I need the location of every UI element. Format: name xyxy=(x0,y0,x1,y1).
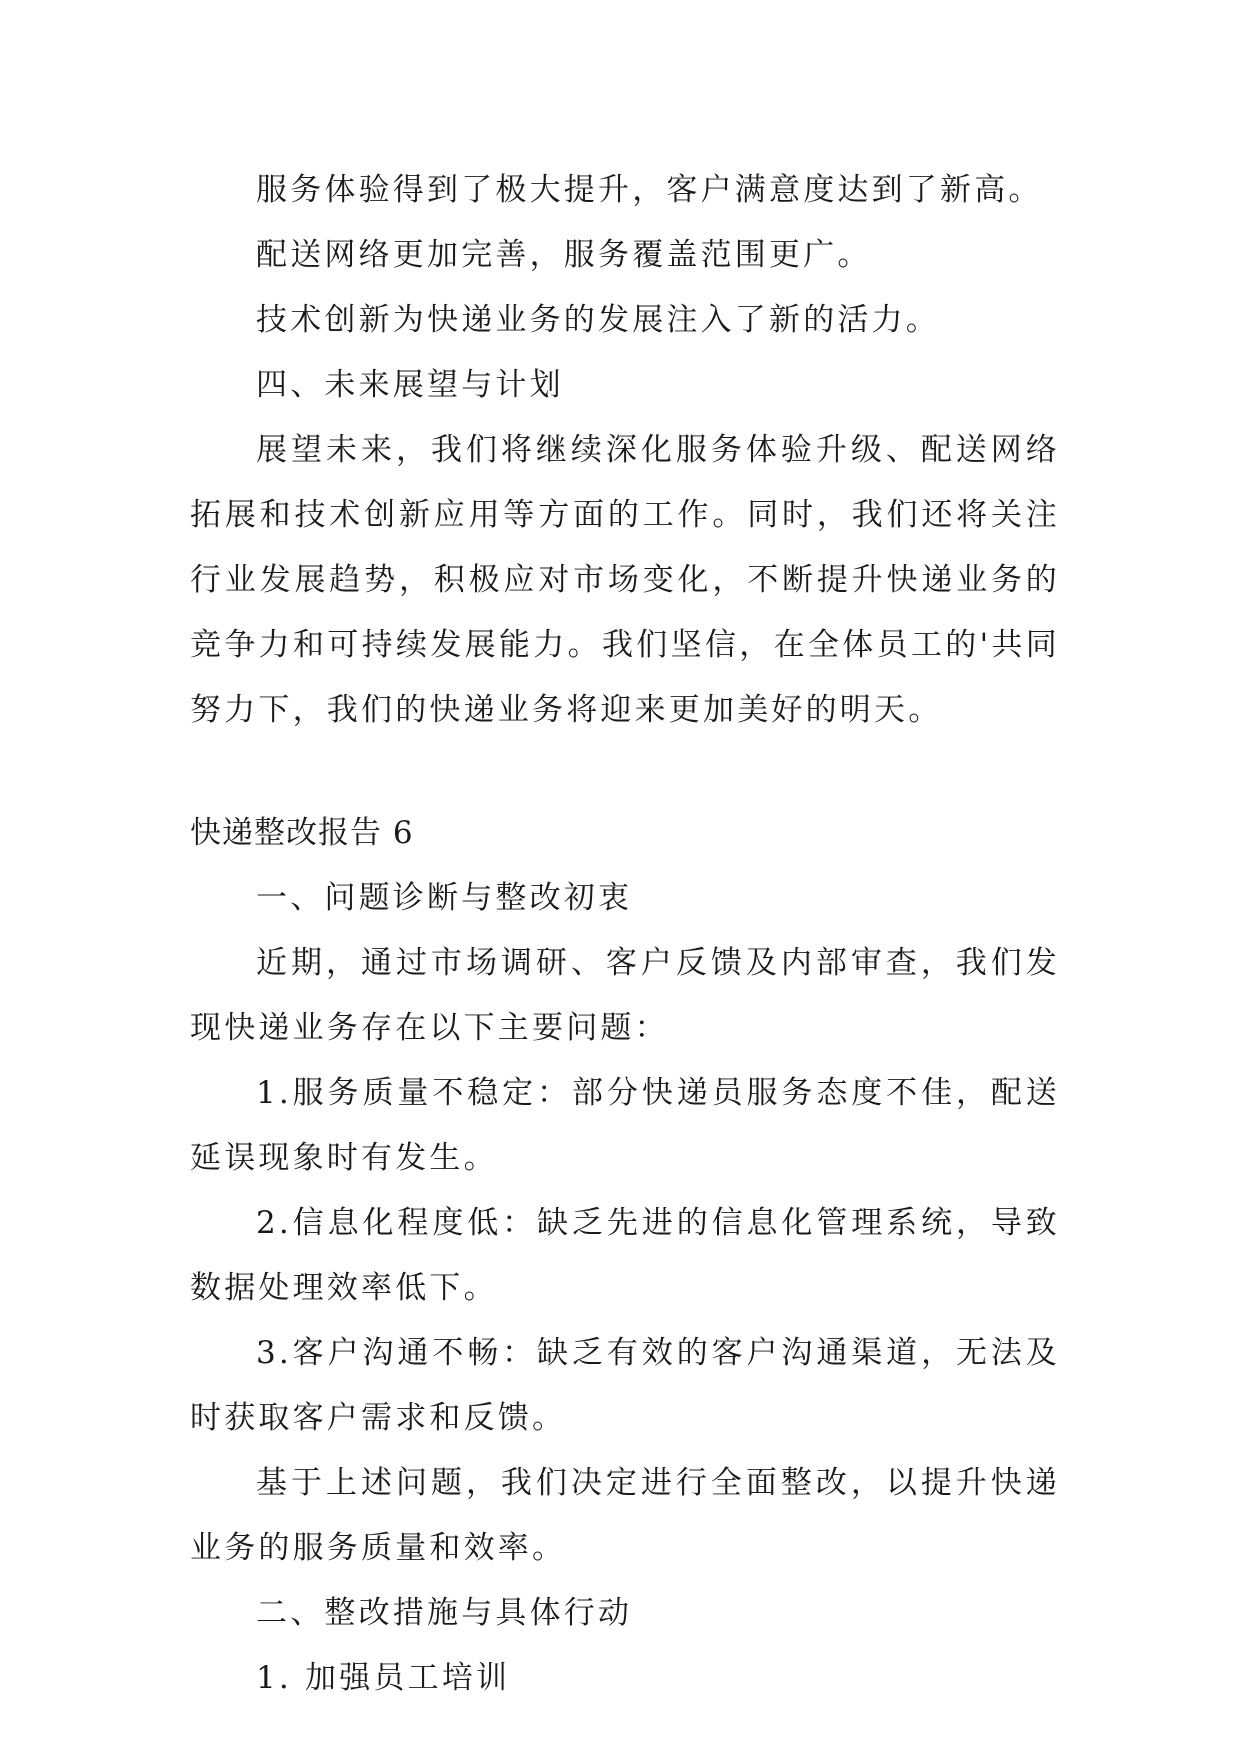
heading-problem-diagnosis: 一、问题诊断与整改初衷 xyxy=(256,880,633,916)
list-item-staff-training: 1. 加强员工培训 xyxy=(256,1660,511,1696)
paragraph-recent-findings: 近期，通过市场调研、客户反馈及内部审查，我们发现快递业务存在以下主要问题： xyxy=(190,945,1060,1046)
list-item-customer-communication: 3.客户沟通不畅：缺乏有效的客户沟通渠道，无法及时获取客户需求和反馈。 xyxy=(190,1335,1060,1436)
list-item-informatization: 2.信息化程度低：缺乏先进的信息化管理系统，导致数据处理效率低下。 xyxy=(190,1205,1060,1306)
heading-future-outlook: 四、未来展望与计划 xyxy=(256,367,564,403)
heading-rectification-measures: 二、整改措施与具体行动 xyxy=(256,1595,633,1631)
paragraph-tech-innovation: 技术创新为快递业务的发展注入了新的活力。 xyxy=(256,302,940,338)
document-body xyxy=(190,158,1060,1711)
list-item-service-quality: 1.服务质量不稳定：部分快递员服务态度不佳，配送延误现象时有发生。 xyxy=(190,1075,1060,1176)
paragraph-rectification-decision: 基于上述问题，我们决定进行全面整改，以提升快递业务的服务质量和效率。 xyxy=(190,1465,1060,1566)
paragraph-delivery-network: 配送网络更加完善，服务覆盖范围更广。 xyxy=(256,237,872,273)
report-section-title: 快递整改报告 6 xyxy=(190,815,414,851)
paragraph-service-experience: 服务体验得到了极大提升，客户满意度达到了新高。 xyxy=(256,172,1043,208)
section-spacer xyxy=(190,743,1060,801)
paragraph-future-plan: 展望未来，我们将继续深化服务体验升级、配送网络拓展和技术创新应用等方面的工作。同时，我们还将关注行业发展趋势，积极应对市场变化，不断提升快递业务的竞争力和可持续发展能力。我们坚信，在全体员工的'共同努力下，我们的快递业务将迎来更加美好的明天。 xyxy=(190,432,1060,728)
